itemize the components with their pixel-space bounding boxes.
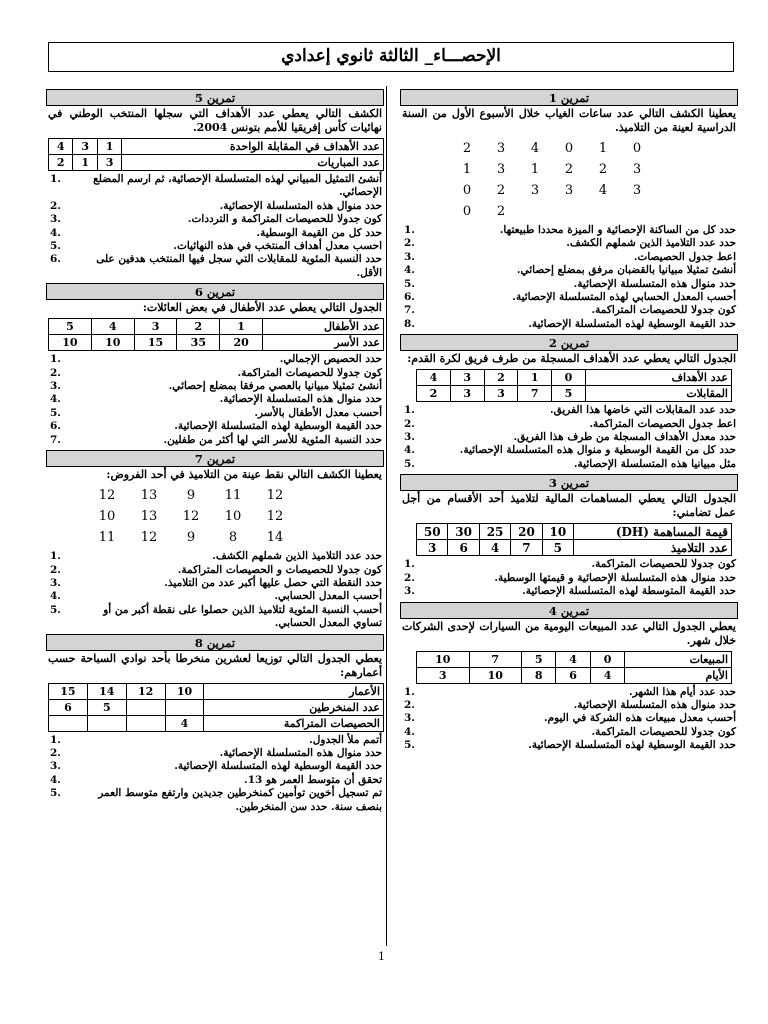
question-item (402, 278, 736, 291)
question-number: 1. (404, 224, 415, 236)
question-item (402, 444, 736, 457)
number-cell: 3 (496, 162, 506, 177)
number-cell: 3 (530, 183, 540, 198)
table-cell: 10 (469, 667, 521, 683)
question-text: حدد كل من الساكنة الإحصائية و الميزة محددا طبيعتها. (499, 224, 736, 236)
question-text: حدد عدد التلاميذ الذين شملهم الكشف. (566, 237, 736, 250)
exercise-2-table (416, 369, 732, 402)
table-row (49, 155, 384, 171)
question-text: أنشئ تمثيلا مبيانيا بالعصي مرفقا بمضلع إحصائي. (168, 380, 382, 393)
exercise-1-numbers (400, 138, 738, 222)
exercise-3-questions (400, 558, 738, 598)
table-row-label: المقابلات (585, 386, 731, 402)
number-cell (552, 201, 586, 222)
table-cell: 5 (552, 386, 586, 402)
question-text: حدد عدد أيام هذا الشهر. (628, 685, 736, 698)
number-cell: 9 (186, 530, 196, 546)
table-cell (87, 715, 126, 731)
table-row (417, 386, 732, 402)
table-cell: 8 (521, 667, 555, 683)
question-item (48, 393, 382, 406)
exercise-7-numbers (46, 485, 384, 548)
question-number: 1. (50, 733, 61, 746)
question-text: حدد معدل الأهداف المسجلة من طرف هذا الفريق. (513, 431, 736, 444)
table-cell: 7 (469, 651, 521, 667)
table-cell: 4 (590, 667, 624, 683)
table-row (417, 524, 732, 540)
exercise-8-table (48, 683, 384, 732)
number-cell: 10 (98, 509, 116, 525)
table-row-label: عدد الأهداف في المقابلة الواحدة (122, 139, 384, 155)
question-item (48, 564, 382, 577)
question-number: 1. (50, 550, 61, 563)
table-cell: 12 (126, 683, 165, 699)
table-cell (126, 699, 165, 715)
question-text: حدد عدد التلاميذ الذين شملهم الكشف. (212, 550, 382, 563)
table-cell: 6 (448, 540, 479, 556)
table-row-label: الحصيصات المتراكمة (204, 715, 384, 731)
question-item (48, 604, 382, 631)
question-text: حدد منوال هذه المتسلسلة الإحصائية. (573, 698, 736, 711)
question-text: كون جدولا للحصيصات المتراكمة. (591, 558, 736, 571)
exercise-5-intro: الكشف التالي يعطي عدد الأهداف التي سجلها المنتخب الوطني في نهائيات كأس إفريقيا للأمم بتونس 2004. (48, 107, 382, 134)
question-number: 7. (50, 433, 61, 446)
number-cell: 8 (228, 530, 238, 546)
question-text: أتمم ملأ الجدول. (309, 733, 382, 746)
question-item (48, 577, 382, 590)
table-cell: 3 (417, 667, 470, 683)
table-row (49, 335, 384, 351)
table-cell: 0 (590, 651, 624, 667)
question-item (402, 264, 736, 277)
question-text: أنشئ التمثيل المبياني لهذه المتسلسلة الإحصائية، ثم ارسم المضلع الإحصائي. (93, 173, 382, 199)
number-cell: 0 (564, 141, 574, 156)
table-cell: 2 (177, 319, 220, 335)
question-item (48, 550, 382, 563)
question-item (402, 224, 736, 237)
question-number: 3. (404, 585, 415, 598)
question-number: 2. (404, 417, 415, 430)
number-cell: 4 (530, 141, 540, 156)
number-cell: 12 (140, 530, 158, 546)
table-cell: 2 (417, 386, 451, 402)
question-text: حدد القيمة الوسطية لهذه المتسلسلة الإحصائية. (528, 739, 736, 752)
question-number: 2. (404, 571, 415, 584)
question-item (402, 304, 736, 317)
table-cell: 2 (49, 155, 73, 171)
question-text: حدد القيمة المتوسطة لهذه المتسلسلة الإحصائية. (522, 585, 736, 598)
table-cell: 3 (73, 139, 97, 155)
table-row-label: عدد الأهداف (585, 370, 731, 386)
number-cell: 0 (462, 204, 472, 219)
question-item (48, 213, 382, 226)
table-cell: 1 (518, 370, 552, 386)
question-text: حدد كل من القيمة الوسطية. (256, 226, 382, 239)
question-item (48, 407, 382, 420)
table-row (49, 715, 384, 731)
question-item (48, 240, 382, 253)
question-text: حدد منوال هذه المتسلسلة الإحصائية. (219, 199, 382, 212)
question-text: أحسب معدل الأطفال بالأسر. (254, 406, 382, 419)
table-row-label: عدد التلاميذ (574, 540, 732, 556)
question-item (48, 200, 382, 213)
table-cell: 1 (97, 139, 121, 155)
table-row-label: الأيام (625, 667, 732, 683)
exercise-5-table (48, 138, 384, 171)
number-cell: 12 (182, 509, 200, 525)
table-cell: 15 (134, 335, 177, 351)
table-cell: 15 (49, 683, 88, 699)
number-cell: 4 (598, 183, 608, 198)
table-row (417, 667, 732, 683)
exercise-8-questions (46, 734, 384, 814)
number-cell: 2 (564, 162, 574, 177)
table-cell: 5 (542, 540, 573, 556)
right-column (400, 86, 738, 753)
question-number: 2. (50, 746, 61, 759)
table-row-label: عدد المنخرطين (204, 699, 384, 715)
question-number: 5. (404, 457, 415, 470)
question-number: 4. (50, 590, 61, 603)
question-number: 5. (404, 277, 415, 290)
exercise-6-questions (46, 353, 384, 447)
exercise-6-table (48, 318, 384, 351)
table-cell: 20 (511, 524, 542, 540)
question-number: 2. (50, 563, 61, 576)
exercise-3-header: تمرين 3 (400, 474, 738, 491)
question-text: حدد الحصيص الإجمالي. (279, 353, 382, 366)
number-cell: 2 (462, 141, 472, 156)
question-item (402, 585, 736, 598)
question-number: 4. (50, 773, 61, 786)
table-cell: 10 (165, 683, 204, 699)
number-cell: 14 (266, 530, 284, 546)
exercise-3-intro: الجدول التالي يعطي المساهمات المالية لتلاميذ أحد الأقسام من أجل عمل تضامني: (402, 492, 736, 520)
question-item (48, 227, 382, 240)
table-cell: 10 (417, 651, 470, 667)
table-cell: 7 (511, 540, 542, 556)
question-item (402, 291, 736, 304)
question-item (402, 418, 736, 431)
question-text: حدد منوال هذه المتسلسلة الإحصائية. (219, 746, 382, 759)
question-item (48, 760, 382, 773)
column-divider (386, 86, 387, 946)
exercise-5-header: تمرين 5 (46, 89, 384, 106)
number-cell: 2 (496, 204, 506, 219)
number-cell: 11 (224, 488, 242, 504)
exercise-4-questions (400, 686, 738, 753)
exercise-4-intro: يعطي الجدول التالي عدد المبيعات اليومية من السيارات لإحدى الشركات خلال شهر. (402, 619, 736, 647)
number-cell (586, 201, 620, 222)
question-text: كون جدولا للحصيصات المتراكمة. (591, 304, 736, 317)
table-cell: 10 (91, 335, 134, 351)
number-cell: 2 (598, 162, 608, 177)
number-cell: 3 (632, 162, 642, 177)
table-row-label: عدد الأطفال (263, 319, 384, 335)
table-cell: 50 (417, 524, 448, 540)
number-cell: 13 (140, 509, 158, 525)
question-item (402, 458, 736, 471)
table-cell: 4 (49, 139, 73, 155)
exercise-1-intro: يعطينا الكشف التالي عدد ساعات الغياب خلال الأسبوع الأول من السنة الدراسية لعينة من التلاميذ. (402, 107, 736, 134)
exercise-4-header: تمرين 4 (400, 602, 738, 619)
question-number: 2. (404, 698, 415, 711)
question-text: مثل مبيانيا هذه المتسلسلة الإحصائية. (573, 457, 736, 470)
question-text: كون جدولا للحصيصات المتراكمة و الترددات. (187, 213, 382, 226)
table-row-label: عدد المباريات (122, 155, 384, 171)
table-row (49, 319, 384, 335)
table-cell: 1 (220, 319, 263, 335)
table-cell: 10 (542, 524, 573, 540)
question-number: 5. (50, 603, 61, 616)
question-item (48, 434, 382, 447)
question-text: حدد كل من القيمة الوسطية و منوال هذه المتسلسلة الإحصائية. (459, 444, 736, 457)
question-item (48, 420, 382, 433)
table-row (49, 683, 384, 699)
number-cell: 13 (140, 488, 158, 504)
exercise-8-intro: يعطي الجدول التالي توزيعا لعشرين منخرطا بأحد نوادي السباحة حسب أعمارهم: (48, 651, 382, 679)
number-cell: 12 (266, 509, 284, 525)
table-cell: 10 (49, 335, 92, 351)
table-cell: 7 (518, 386, 552, 402)
table-row-label: عدد الأسر (263, 335, 384, 351)
exercise-3-table (416, 523, 732, 556)
number-cell: 12 (98, 488, 116, 504)
number-cell: 3 (496, 141, 506, 156)
exercise-6-intro: الجدول التالي يعطي عدد الأطفال في بعض العائلات: (142, 301, 382, 315)
exercise-2-intro: الجدول التالي يعطي عدد الأهداف المسجلة من طرف فريق لكرة القدم: (407, 352, 736, 366)
question-number: 5. (404, 739, 415, 752)
question-text: حدد القيمة الوسطية لهذه المتسلسلة الإحصائية. (528, 317, 736, 330)
exercise-6-header: تمرين 6 (46, 283, 384, 300)
question-item (48, 734, 382, 747)
number-cell: 1 (530, 162, 540, 177)
question-number: 4. (404, 444, 415, 457)
question-item (402, 431, 736, 444)
question-item (48, 253, 382, 280)
question-number: 3. (404, 431, 415, 444)
exercise-7-header: تمرين 7 (46, 450, 384, 467)
question-text: تحقق أن متوسط العمر هو 13. (244, 773, 382, 786)
question-text: حدد منوال هذه المتسلسلة الإحصائية. (219, 393, 382, 406)
question-number: 6. (50, 253, 61, 266)
question-number: 6. (50, 420, 61, 433)
question-number: 5. (50, 240, 61, 253)
table-cell: 0 (552, 370, 586, 386)
table-row (417, 370, 732, 386)
number-cell: 0 (462, 183, 472, 198)
table-cell: 1 (73, 155, 97, 171)
question-number: 2. (50, 199, 61, 212)
question-number: 5. (50, 787, 61, 800)
question-item (48, 353, 382, 366)
table-cell: 3 (450, 386, 484, 402)
table-row (49, 139, 384, 155)
table-row-label: المبيعات (625, 651, 732, 667)
question-text: كون جدولا للحصيصات المتراكمة. (237, 366, 382, 379)
number-cell: 9 (186, 488, 196, 504)
question-number: 5. (50, 406, 61, 419)
number-cell: 2 (496, 183, 506, 198)
question-item (48, 173, 382, 200)
table-cell (165, 699, 204, 715)
exercise-4-table (416, 651, 732, 684)
question-item (402, 251, 736, 264)
question-item (48, 747, 382, 760)
table-cell: 5 (87, 699, 126, 715)
question-item (48, 787, 382, 814)
question-number: 3. (50, 760, 61, 773)
table-cell: 4 (479, 540, 510, 556)
question-number: 8. (404, 317, 415, 330)
table-cell: 6 (49, 699, 88, 715)
table-cell: 3 (97, 155, 121, 171)
question-item (402, 318, 736, 331)
table-cell: 3 (484, 386, 518, 402)
table-cell: 14 (87, 683, 126, 699)
number-cell: 11 (98, 530, 116, 546)
question-text: أحسب المعدل الحسابي لهذه المتسلسلة الإحصائية. (512, 291, 736, 304)
question-number: 3. (404, 712, 415, 725)
question-text: حدد النقطة التي حصل عليها أكبر عدد من التلاميذ. (164, 576, 382, 589)
table-cell: 25 (479, 524, 510, 540)
question-text: أحسب معدل مبيعات هذه الشركة في اليوم. (543, 712, 736, 725)
table-cell: 5 (49, 319, 92, 335)
exercise-1-questions (400, 224, 738, 331)
question-text: حدد القيمة الوسطية لهذه المتسلسلة الإحصائية. (174, 760, 382, 773)
question-item (48, 774, 382, 787)
question-number: 3. (50, 380, 61, 393)
table-row-label: الأعمار (204, 683, 384, 699)
question-item (402, 404, 736, 417)
question-text: حدد عدد المقابلات التي خاضها هذا الفريق. (549, 404, 736, 417)
question-text: كون جدولا للحصيصات و الحصيصات المتراكمة. (177, 563, 382, 576)
table-cell: 3 (417, 540, 448, 556)
number-cell (620, 201, 654, 222)
exercise-7-intro: يعطينا الكشف التالي نقط عينة من التلاميذ في أحد الفروض: (106, 468, 382, 482)
table-row (417, 540, 732, 556)
number-cell: 10 (224, 509, 242, 525)
table-cell: 4 (91, 319, 134, 335)
number-cell: 3 (632, 183, 642, 198)
table-cell: 5 (521, 651, 555, 667)
table-cell: 20 (220, 335, 263, 351)
exercise-5-questions (46, 173, 384, 280)
question-number: 6. (404, 291, 415, 304)
table-cell (49, 715, 88, 731)
table-row (49, 699, 384, 715)
question-text: اعط جدول الحصيصات. (633, 250, 736, 263)
question-item (48, 380, 382, 393)
question-item (402, 237, 736, 250)
question-text: حدد القيمة الوسطية لهذه المتسلسلة الإحصائية. (174, 420, 382, 433)
question-number: 1. (50, 173, 61, 185)
exercise-1-header: تمرين 1 (400, 89, 738, 106)
question-text: كون جدولا للحصيصات المتراكمة. (591, 725, 736, 738)
question-number: 7. (404, 304, 415, 317)
table-row (417, 651, 732, 667)
question-item (48, 367, 382, 380)
question-number: 3. (50, 576, 61, 589)
question-text: حدد منوال هذه المتسلسلة الإحصائية و قيمتها الوسطية. (494, 571, 736, 584)
question-item (402, 739, 736, 752)
question-text: حدد النسبة المئوية للمقابلات التي سجل فيها المنتخب هدفين على الأقل. (96, 253, 382, 279)
table-row-label: قيمة المساهمة (DH) (574, 524, 732, 540)
page-number: 1 (378, 950, 385, 963)
question-item (402, 699, 736, 712)
number-cell: 1 (598, 141, 608, 156)
left-column (46, 86, 384, 814)
question-text: أحسب المعدل الحسابي. (274, 590, 382, 603)
table-cell: 35 (177, 335, 220, 351)
question-text: أنشئ تمثيلا مبيانيا بالقضبان مرفق بمضلع إحصائي. (516, 264, 736, 277)
number-cell: 0 (632, 141, 642, 156)
table-cell: 3 (134, 319, 177, 335)
question-text: حدد منوال هذه المتسلسلة الإحصائية. (573, 277, 736, 290)
question-text: أحسب النسبة المئوية لتلاميذ الذين حصلوا على نقطة أكبر من أو تساوي المعدل الحسابي. (103, 603, 382, 630)
question-item (402, 572, 736, 585)
number-cell: 3 (564, 183, 574, 198)
table-cell: 2 (484, 370, 518, 386)
question-number: 1. (404, 404, 415, 417)
table-cell: 3 (450, 370, 484, 386)
question-item (402, 558, 736, 571)
table-cell: 4 (556, 651, 590, 667)
question-number: 4. (50, 226, 61, 239)
question-number: 2. (50, 366, 61, 379)
question-item (402, 726, 736, 739)
page-title: الإحصـــاء_ الثالثة ثانوي إعدادي (48, 42, 734, 72)
question-number: 1. (404, 558, 415, 571)
number-cell: 12 (266, 488, 284, 504)
question-number: 4. (404, 264, 415, 277)
table-cell: 6 (556, 667, 590, 683)
question-number: 4. (404, 725, 415, 738)
question-number: 3. (404, 250, 415, 263)
number-cell: 1 (462, 162, 472, 177)
question-text: اعط جدول الحصيصات المتراكمة. (589, 417, 736, 430)
exercise-8-header: تمرين 8 (46, 634, 384, 651)
question-item (402, 686, 736, 699)
question-number: 1. (404, 685, 415, 698)
exercise-7-questions (46, 550, 384, 630)
question-number: 2. (404, 237, 415, 250)
exercise-2-questions (400, 404, 738, 471)
table-cell (126, 715, 165, 731)
question-number: 1. (50, 353, 61, 366)
question-text: تم تسجيل أخوين توأمين كمنخرطين جديدين وارتفع متوسط العمر بنصف سنة. حدد سن المنخرطين. (98, 787, 382, 813)
exercise-2-header: تمرين 2 (400, 334, 738, 351)
question-number: 3. (50, 213, 61, 226)
question-text: احسب معدل أهداف المنتخب في هذه النهائيات. (173, 240, 382, 253)
number-cell (518, 201, 552, 222)
question-item (402, 712, 736, 725)
table-cell: 30 (448, 524, 479, 540)
table-cell: 4 (165, 715, 204, 731)
question-item (48, 590, 382, 603)
question-number: 4. (50, 393, 61, 406)
question-text: حدد النسبة المئوية للأسر التي لها أكثر من طفلين. (163, 433, 382, 446)
table-cell: 4 (417, 370, 451, 386)
